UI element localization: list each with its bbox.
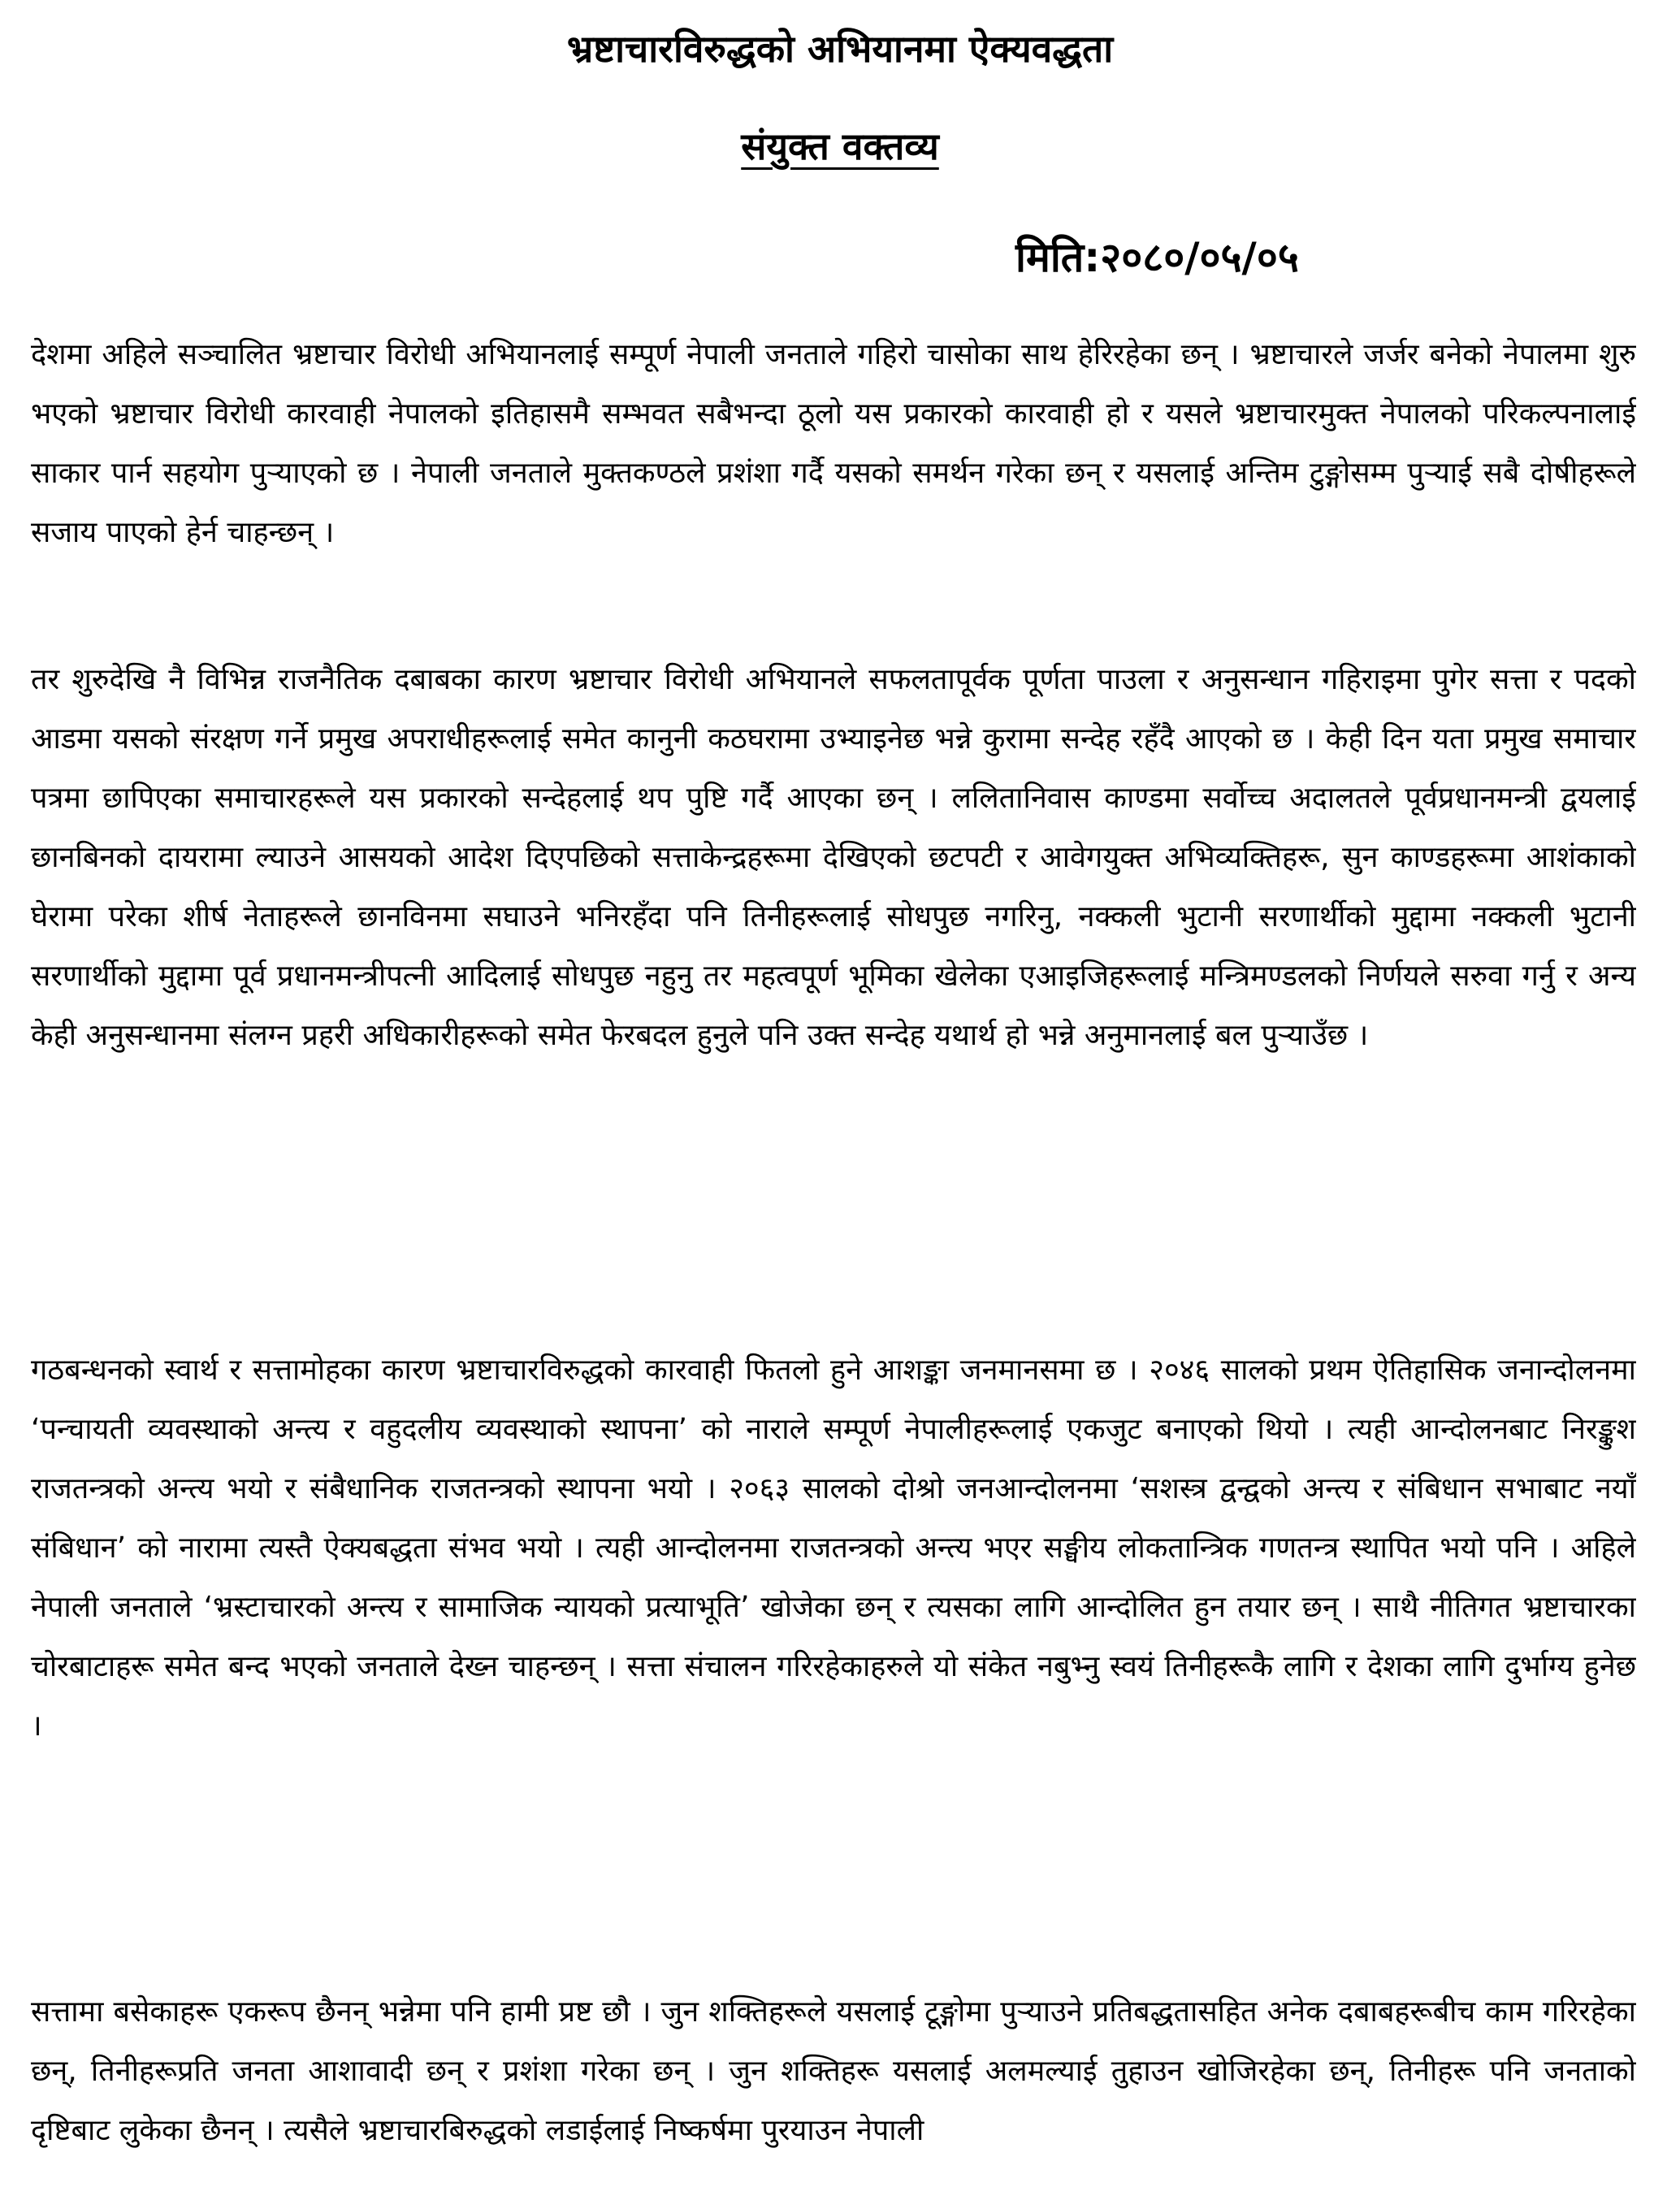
- subtitle-text: संयुक्त वक्तव्य: [741, 124, 939, 168]
- paragraph-1: देशमा अहिले सञ्चालित भ्रष्टाचार विरोधी अभियानलाई सम्पूर्ण नेपाली जनताले गहिरो चासोका साथ हेरिरहेका छन् । भ्रष्टाचारले जर्जर बनेको नेपालमा शुरु भएको भ्रष्टाचार विरोधी कारवाही नेपालको इतिहासमै सम्भवत सबैभन्दा ठूलो यस प्रकारको कारवाही हो र यसले भ्रष्टाचारमुक्त नेपालको परिकल्पनालाई साकार पार्न सहयोग पुऱ्याएको छ । नेपाली जनताले मुक्तकण्ठले प्रशंशा गर्दै यसको समर्थन गरेका छन् र यसलाई अन्तिम टुङ्गोसम्म पुऱ्याई सबै दोषीहरूले सजाय पाएको हेर्न चाहन्छन् ।: [31, 338, 1636, 549]
- paragraph-4: सत्तामा बसेकाहरू एकरूप छैनन् भन्नेमा पनि हामी प्रष्ट छौ । जुन शक्तिहरूले यसलाई टूङ्गोमा पुऱ्याउने प्रतिबद्धतासहित अनेक दबाबहरूबीच काम गरिरहेका छन्, तिनीहरूप्रति जनता आशावादी छन् र प्रशंशा गरेका छन् । जुन शक्तिहरू यसलाई अलमल्याई तुहाउन खोजिरहेका छन्, तिनीहरू पनि जनताको दृष्टिबाट लुकेका छैनन् । त्यसैले भ्रष्टाचारबिरुद्धको लडाईलाई निष्कर्षमा पुरयाउन नेपाली: [31, 1995, 1636, 2147]
- document-date: मिति:२०८०/०५/०५: [1015, 234, 1299, 281]
- document-title: भ्रष्टाचारविरुद्धको अभियानमा ऐक्यवद्धता: [566, 27, 1114, 71]
- paragraph-3: गठबन्धनको स्वार्थ र सत्तामोहका कारण भ्रष्टाचारविरुद्धको कारवाही फितलो हुने आशङ्का जनमानसमा छ । २०४६ सालको प्रथम ऐतिहासिक जनान्दोलनमा ‘पन्चायती व्यवस्थाको अन्त्य र वहुदलीय व्यवस्थाको स्थापना’ को नाराले सम्पूर्ण नेपालीहरूलाई एकजुट बनाएको थियो । त्यही आन्दोलनबाट निरङ्कुश राजतन्त्रको अन्त्य भयो र संबैधानिक राजतन्त्रको स्थापना भयो । २०६३ सालको दोश्रो जनआन्दोलनमा ‘सशस्त्र द्वन्द्वको अन्त्य र संबिधान सभाबाट नयाँ संबिधान’ को नारामा त्यस्तै ऐक्यबद्धता संभव भयो । त्यही आन्दोलनमा राजतन्त्रको अन्त्य भएर सङ्घीय लोकतान्त्रिक गणतन्त्र स्थापित भयो पनि । अहिले नेपाली जनताले ‘भ्रस्टाचारको अन्त्य र सामाजिक न्यायको प्रत्याभूति’ खोजेका छन् र त्यसका लागि आन्दोलित हुन तयार छन् । साथै नीतिगत भ्रष्टाचारका चोरबाटाहरू समेत बन्द भएको जनताले देख्न चाहन्छन् । सत्ता संचालन गरिरहेकाहरुले यो संकेत नबुभ्नु स्वयं तिनीहरूकै लागि र देशका लागि दुर्भाग्य हुनेछ ।: [31, 1353, 1636, 1743]
- document-subtitle: [0, 122, 1680, 171]
- paragraph-2: तर शुरुदेखि नै विभिन्न राजनैतिक दबाबका कारण भ्रष्टाचार विरोधी अभियानले सफलतापूर्वक पूर्णता पाउला र अनुसन्धान गहिराइमा पुगेर सत्ता र पदको आडमा यसको संरक्षण गर्ने प्रमुख अपराधीहरूलाई समेत कानुनी कठघरामा उभ्याइनेछ भन्ने कुरामा सन्देह रहँदै आएको छ । केही दिन यता प्रमुख समाचार पत्रमा छापिएका समाचारहरूले यस प्रकारको सन्देहलाई थप पुष्टि गर्दै आएका छन् । ललितानिवास काण्डमा सर्वोच्च अदालतले पूर्वप्रधानमन्त्री द्वयलाई छानबिनको दायरामा ल्याउने आसयको आदेश दिएपछिको सत्ताकेन्द्रहरूमा देखिएको छटपटी र आवेगयुक्त अभिव्यक्तिहरू, सुन काण्डहरूमा आशंकाको घेरामा परेका शीर्ष नेताहरूले छानविनमा सघाउने भनिरहँदा पनि तिनीहरूलाई सोधपुछ नगरिनु, नक्कली भुटानी सरणार्थीको मुद्दामा नक्कली भुटानी सरणार्थीको मुद्दामा पूर्व प्रधानमन्त्रीपत्नी आदिलाई सोधपुछ नहुनु तर महत्वपूर्ण भूमिका खेलेका एआइजिहरूलाई मन्त्रिमण्डलको निर्णयले सरुवा गर्नु र अन्य केही अनुसन्धानमा संलग्न प्रहरी अधिकारीहरूको समेत फेरबदल हुनुले पनि उक्त सन्देह यथार्थ हो भन्ने अनुमानलाई बल पुऱ्याउँछ ।: [31, 663, 1636, 1052]
